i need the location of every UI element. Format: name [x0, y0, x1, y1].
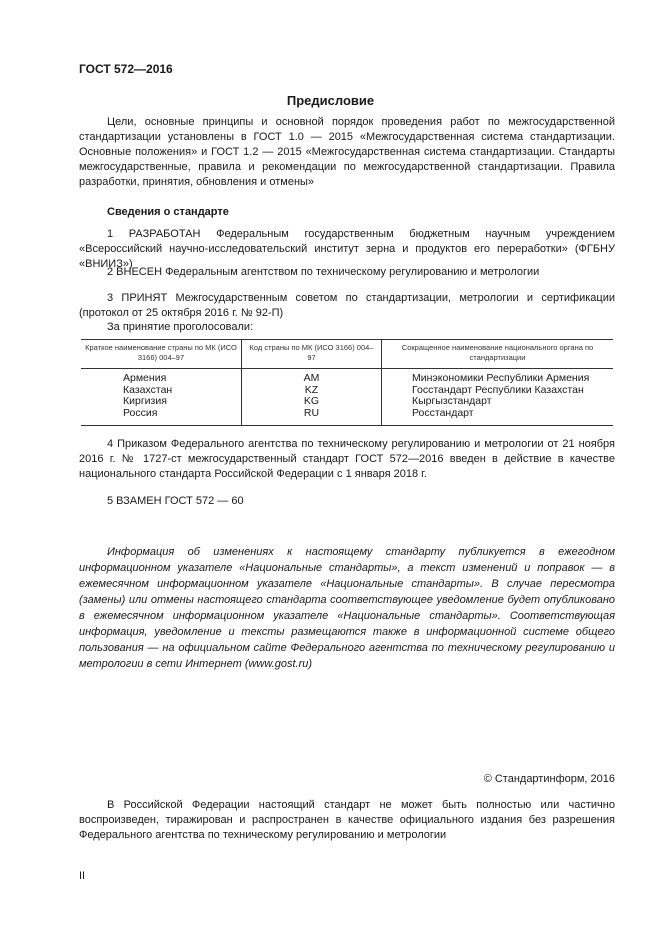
reproduction-rights: В Российской Федерации настоящий стандарт не может быть полностью или частично воспроизведен, тиражирован и распространен в качестве официального издания без разрешения Федерального агентства по техническому регулированию и метрологии — [79, 799, 615, 841]
header-country-name: Краткое наименование страны по МК (ИСО 3166) 004–97 — [81, 340, 242, 369]
country-code: KZ — [242, 385, 382, 397]
country-name: Россия — [81, 408, 242, 426]
country-code: RU — [242, 408, 382, 426]
amendments-notice: Информация об изменениях к настоящему стандарту публикуется в ежегодном информационном указателе «Национальные стандарты», а текст изменений и поправок — в ежемесячном информационном указателе «Национальные стандарты». В случае пересмотра (замены) или отмены настоящего стандарта соответствующее уведомление будет опубликовано в ежемесячном информационном указателе «Национальные стандарты». Соответствующая информация, уведомление и тексты размещаются также в информационной системе общего пользования — на официальном сайте Федерального агентства по техническому регулированию и метрологии в сети Интернет (www.gost.ru) — [79, 546, 615, 670]
table-row — [81, 369, 613, 385]
header-country-code: Код страны по МК (ИСО 3166) 004–97 — [242, 340, 382, 369]
info-item-enacted: 4 Приказом Федерального агентства по техническому регулированию и метрологии от 21 ноября 2016 г. № 1727-ст межгосударственный стандарт ГОСТ 572—2016 введен в действие в качестве национального стандарта Российской Федерации с 1 января 2018 г. — [79, 438, 615, 480]
country-name: Киргизия — [123, 395, 167, 408]
info-item-submitted: 2 ВНЕСЕН Федеральным агентством по техническому регулированию и метрологии — [107, 266, 540, 278]
info-item-adopted: 3 ПРИНЯТ Межгосударственным советом по стандартизации, метрологии и сертификации (протокол от 25 октября 2016 г. № 92-П) — [79, 292, 615, 319]
table-row — [81, 408, 613, 426]
standards-body: Госстандарт Республики Казахстан — [382, 385, 614, 397]
voting-countries-table — [81, 339, 613, 426]
preface-intro: Цели, основные принципы и основной порядок проведения работ по межгосударственной стандартизации установлены в ГОСТ 1.0 — 2015 «Межгосударственная система стандартизации. Основные положения» и ГОСТ 1.2 — 2015 «Межгосударственная система стандартизации. Стандарты межгосударственные, правила и рекомендации по межгосударственной стандартизации. Правила разработки, принятия, обновления и отмены» — [79, 116, 615, 188]
table-header-row — [81, 340, 613, 369]
country-name: Казахстан — [123, 383, 173, 396]
page-number: II — [79, 870, 86, 882]
standards-body: Кыргызстандарт — [382, 396, 614, 408]
standards-body: Минэкономики Республики Армения — [382, 369, 614, 385]
copyright: © Стандартинформ, 2016 — [483, 773, 615, 785]
vote-label: За принятие проголосовали: — [107, 321, 254, 333]
document-code: ГОСТ 572—2016 — [79, 62, 173, 76]
info-item-replaces: 5 ВЗАМЕН ГОСТ 572 — 60 — [107, 495, 244, 507]
standard-info-heading: Сведения о стандарте — [107, 206, 229, 218]
info-item-developed: 1 РАЗРАБОТАН Федеральным государственным бюджетным научным учреждением «Всероссийский научно-исследовательский институт зерна и продуктов его переработки» (ФГБНУ «ВНИИЗ») — [79, 228, 615, 270]
preface-title: Предисловие — [286, 93, 375, 108]
country-code: AM — [242, 369, 382, 385]
country-code: KG — [242, 396, 382, 408]
header-standards-body: Сокращенное наименование национального органа по стандартизации — [382, 340, 614, 369]
country-name: Армения — [123, 372, 167, 384]
standards-body: Росстандарт — [382, 408, 614, 426]
table-row — [81, 396, 613, 408]
